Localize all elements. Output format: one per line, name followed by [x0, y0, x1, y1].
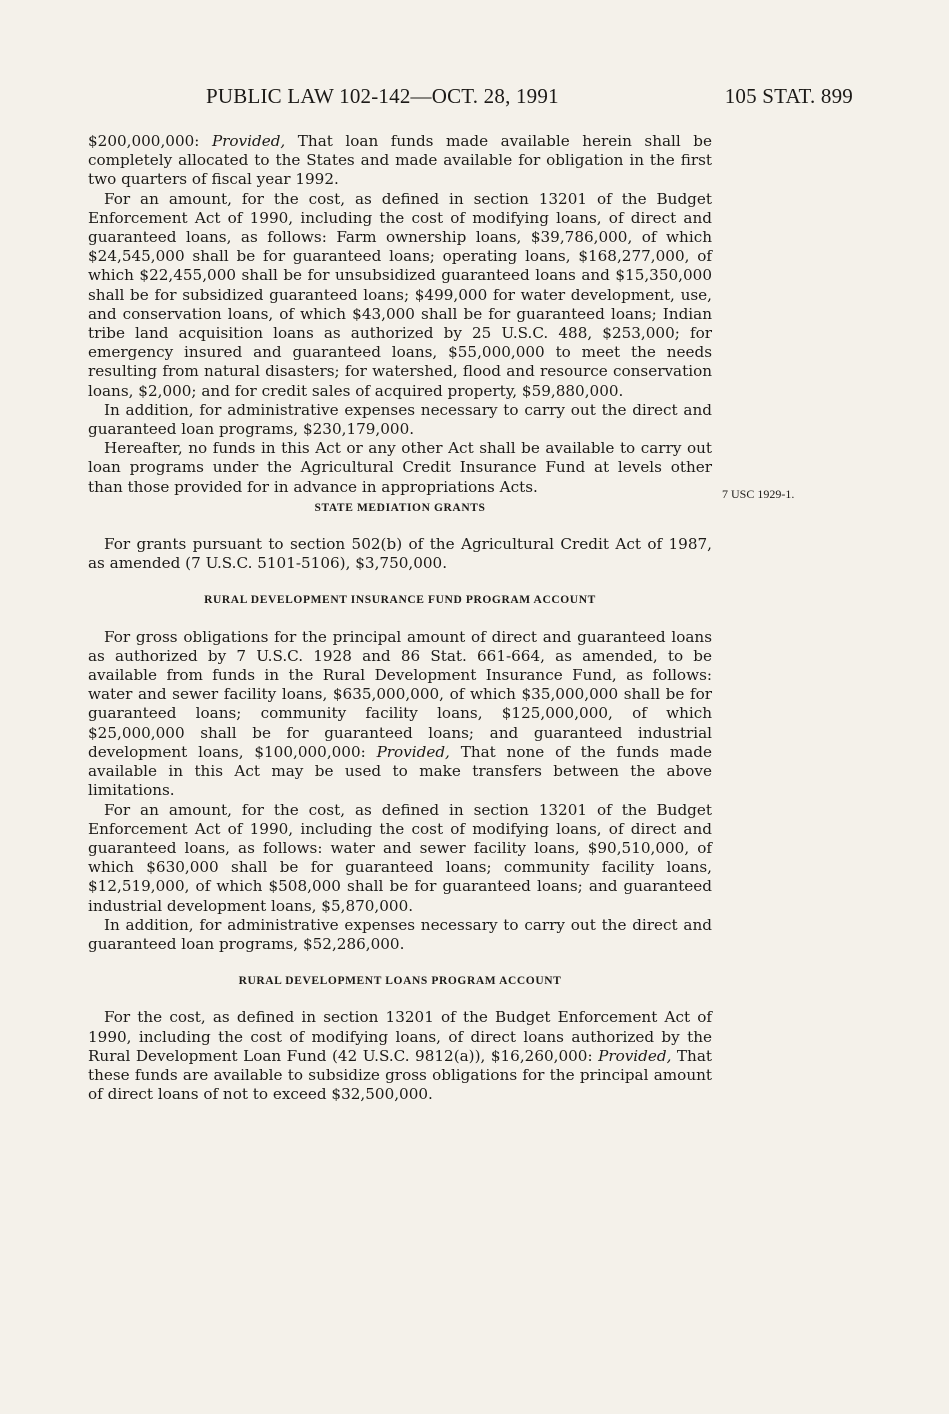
paragraph: In addition, for administrative expenses necessary to carry out the direct and guaranteed loan programs, $230,179,000. [88, 400, 712, 439]
paragraph: $200,000,000: Provided, That loan funds made available herein shall be completely allocated to the States and made available for obligation in the first two quarters of fiscal year 1992. [88, 132, 712, 189]
header-title: PUBLIC LAW 102-142—OCT. 28, 1991 [206, 84, 559, 108]
paragraph: For the cost, as defined in section 13201 of the Budget Enforcement Act of 1990, including the cost of modifying loans, of direct loans authorized by the Rural Development Loan Fund (42 U.S.C. 9812(a)), $16,260,000: Provided, That these funds are available to subsidize gross obligations for the principal amount of direct loans of not to exceed $32,500,000. [88, 1008, 712, 1104]
body-text [88, 132, 712, 1104]
section-heading: RURAL DEVELOPMENT LOANS PROGRAM ACCOUNT [238, 975, 562, 988]
page-header [206, 84, 853, 109]
paragraph: For an amount, for the cost, as defined in section 13201 of the Budget Enforcement Act of 1990, including the cost of modifying loans, of direct and guaranteed loans, as follows: water and sewer facility loans, $90,510,000, of which $630,000 shall be for guaranteed loans; community facility loans, $12,519,000, of which $508,000 shall be for guaranteed loans; and guaranteed industrial development loans, $5,870,000. [88, 800, 712, 915]
margin-citation: 7 USC 1929-1. [722, 487, 795, 501]
paragraph: For grants pursuant to section 502(b) of the Agricultural Credit Act of 1987, as amended (7 U.S.C. 5101-5106), $3,750,000. [88, 535, 712, 573]
paragraph: In addition, for administrative expenses necessary to carry out the direct and guaranteed loan programs, $52,286,000. [88, 915, 712, 953]
header-stat-page: 105 STAT. 899 [724, 84, 853, 108]
paragraph: For an amount, for the cost, as defined in section 13201 of the Budget Enforcement Act of 1990, including the cost of modifying loans, of direct and guaranteed loans, as follows: Farm ownership loans, $39,786,000, of which $24,545,000 shall be for guaranteed loans; operating loans, $168,277,000, of which $22,455,000 shall be for unsubsidized guaranteed loans and $15,350,000 shall be for subsidized guaranteed loans; $499,000 for water development, use, and conservation loans, of which $43,000 shall be for guaranteed loans; Indian tribe land acquisition loans as authorized by 25 U.S.C. 488, $253,000; for emergency insured and guaranteed loans, $55,000,000 to meet the needs resulting from natural disasters; for watershed, flood and resource conservation loans, $2,000; and for credit sales of acquired property, $59,880,000. [88, 189, 712, 400]
section-heading: STATE MEDIATION GRANTS [314, 501, 486, 514]
paragraph: For gross obligations for the principal amount of direct and guaranteed loans as authorized by 7 U.S.C. 1928 and 86 Stat. 661-664, as amended, to be available from funds in the Rural Development Insurance Fund, as follows: water and sewer facility loans, $635,000,000, of which $35,000,000 shall be for guaranteed loans; community facility loans, $125,000,000, of which $25,000,000 shall be for guaranteed loans; and guaranteed industrial development loans, $100,000,000: Provided, That none of the funds made available in this Act may be used to make transfers between the above limitations. [88, 627, 712, 800]
paragraph: Hereafter, no funds in this Act or any other Act shall be available to carry out loan programs under the Agricultural Credit Insurance Fund at levels other than those provided for in advance in appropriations Acts. [88, 439, 712, 496]
section-heading: RURAL DEVELOPMENT INSURANCE FUND PROGRAM ACCOUNT [204, 594, 596, 607]
